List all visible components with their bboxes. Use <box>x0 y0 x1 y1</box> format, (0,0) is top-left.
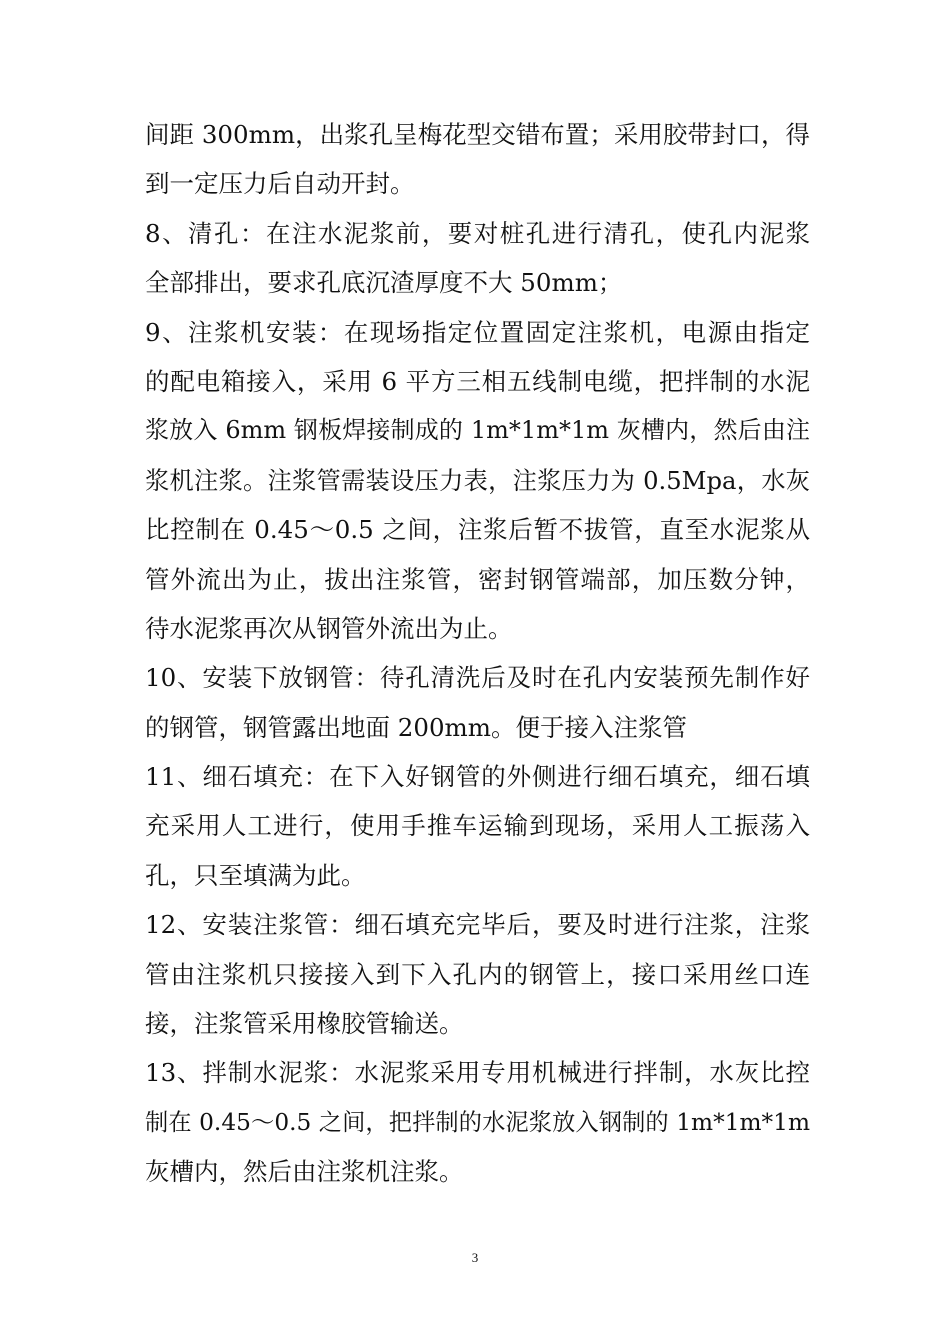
text-line: 8、清孔：在注水泥浆前，要对桩孔进行清孔，使孔内泥浆 <box>145 218 810 248</box>
text-line: 的钢管，钢管露出地面 200mm。便于接入注浆管 <box>145 712 688 742</box>
text-line: 全部排出，要求孔底沉渣厚度不大 50mm； <box>145 268 623 298</box>
text-line: 9、注浆机安装：在现场指定位置固定注浆机，电源由指定 <box>145 317 810 347</box>
text-line: 间距 300mm，出浆孔呈梅花型交错布置；采用胶带封口，得 <box>145 120 810 149</box>
text-line: 接，注浆管采用橡胶管输送。 <box>145 1009 464 1039</box>
text-line: 浆机注浆。注浆管需装设压力表，注浆压力为 0.5Mpa，水灰 <box>145 465 810 495</box>
page-number: 3 <box>471 1250 479 1265</box>
text-line: 管外流出为止，拔出注浆管，密封钢管端部，加压数分钟， <box>145 564 810 594</box>
text-line: 待水泥浆再次从钢管外流出为止。 <box>145 613 513 643</box>
text-line: 13、拌制水泥浆：水泥浆采用专用机械进行拌制，水灰比控 <box>145 1058 810 1088</box>
text-line: 11、细石填充：在下入好钢管的外侧进行细石填充，细石填 <box>145 762 810 792</box>
text-line: 充采用人工进行，使用手推车运输到现场，采用人工振荡入 <box>145 811 810 841</box>
text-line: 制在 0.45～0.5 之间，把拌制的水泥浆放入钢制的 1m*1m*1m <box>145 1108 810 1136</box>
text-line: 浆放入 6mm 钢板焊接制成的 1m*1m*1m 灰槽内，然后由注 <box>145 416 810 445</box>
text-line: 比控制在 0.45～0.5 之间，注浆后暂不拔管，直至水泥浆从 <box>145 515 810 545</box>
text-line: 的配电箱接入，采用 6 平方三相五线制电缆，把拌制的水泥 <box>145 366 810 396</box>
text-line: 管由注浆机只接接入到下入孔内的钢管上，接口采用丝口连 <box>145 959 810 989</box>
body-text <box>145 110 810 1197</box>
text-line: 12、安装注浆管：细石填充完毕后，要及时进行注浆，注浆 <box>145 910 810 940</box>
text-line: 10、安装下放钢管：待孔清洗后及时在孔内安装预先制作好 <box>145 663 810 693</box>
text-line: 到一定压力后自动开封。 <box>145 169 415 199</box>
text-line: 灰槽内，然后由注浆机注浆。 <box>145 1157 464 1187</box>
text-line: 孔，只至填满为此。 <box>145 860 366 890</box>
